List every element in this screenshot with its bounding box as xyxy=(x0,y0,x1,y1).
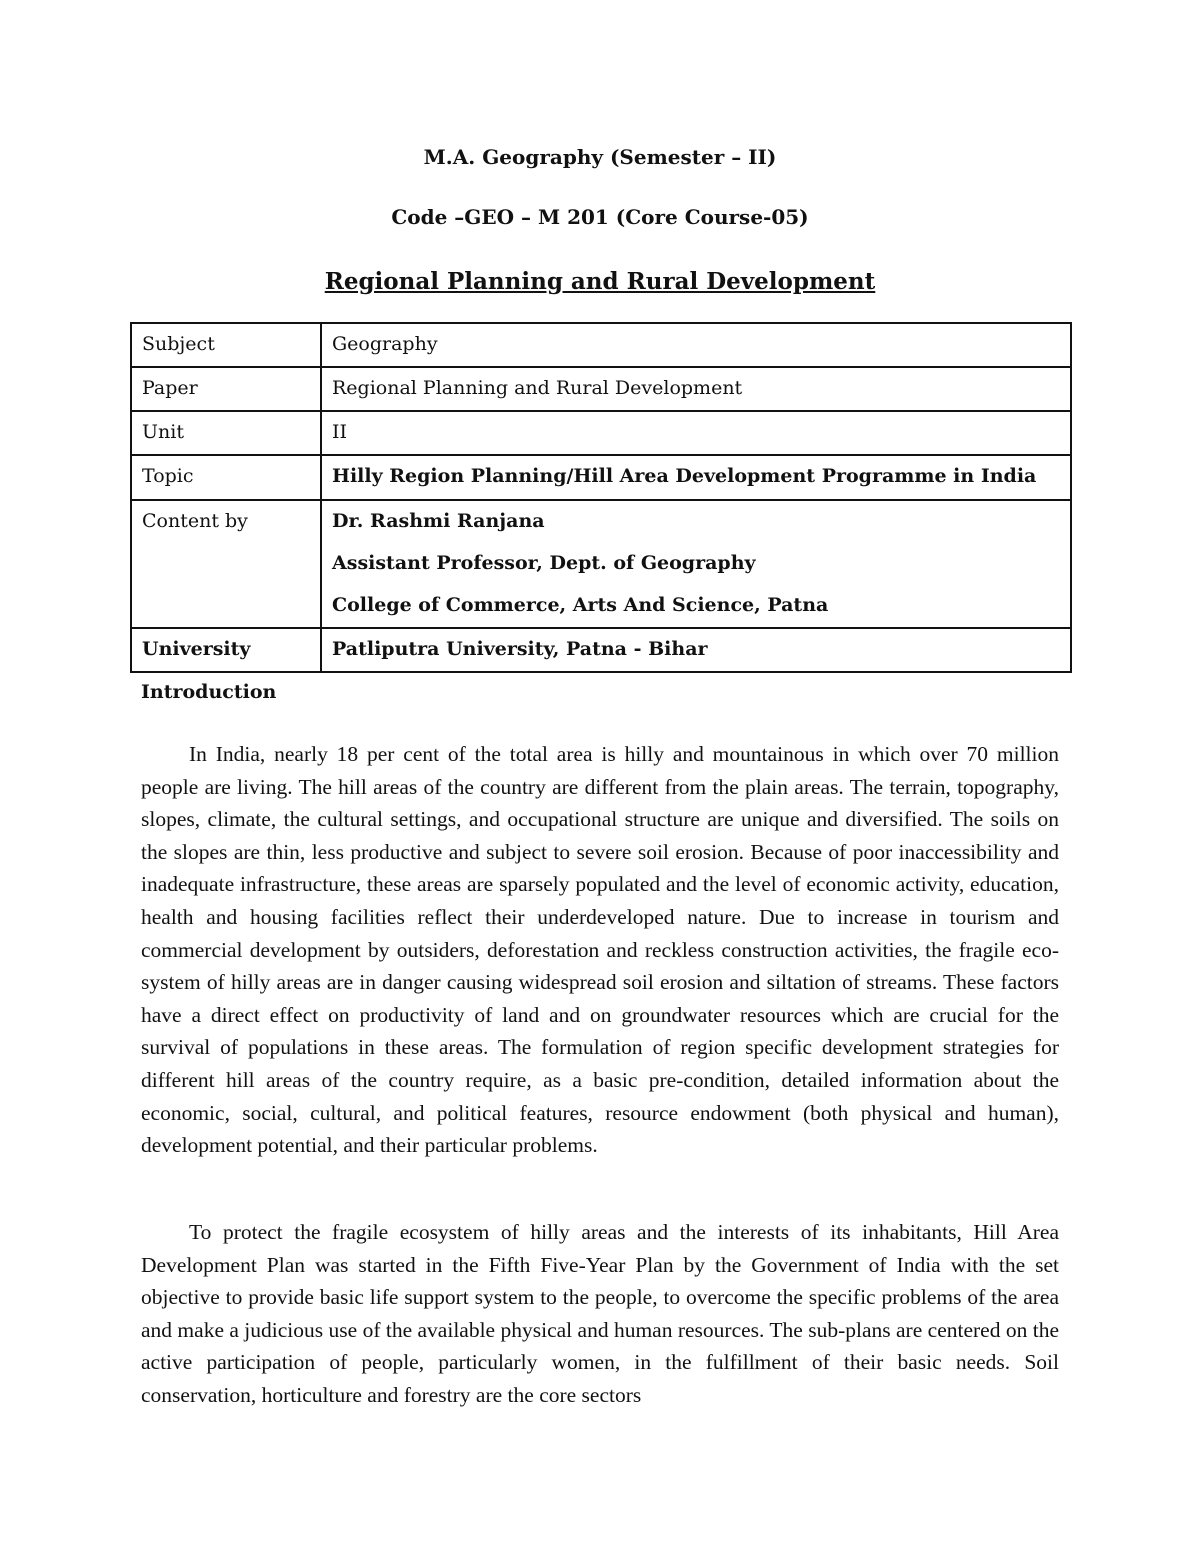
introduction-paragraph-2: To protect the fragile ecosystem of hilly areas and the interests of its inhabitants, Hill Area Development Plan was started in the Fifth Five-Year Plan by the Government of India with the set objective to provide basic life support system to the people, to overcome the specific problems of the area and make a judicious use of the available physical and human resources. The sub-plans are centered on the active participation of people, particularly women, in the fulfillment of their basic needs. Soil conservation, horticulture and forestry are the core sectors xyxy=(141,1220,1059,1407)
row-value-unit: II xyxy=(321,411,1071,455)
course-info-table xyxy=(130,322,1072,673)
table-row xyxy=(131,411,1071,455)
author-college: College of Commerce, Arts And Science, Patna xyxy=(332,594,829,616)
introduction-paragraph-1: In India, nearly 18 per cent of the total area is hilly and mountainous in which over 70 million people are living. The hill areas of the country are different from the plain areas. The terrain, topography, slopes, climate, the cultural settings, and occupational structure are unique and diversified. The soils on the slopes are thin, less productive and subject to severe soil erosion. Because of poor inaccessibility and inadequate infrastructure, these areas are sparsely populated and the level of economic activity, education, health and housing facilities reflect their underdeveloped nature. Due to increase in tourism and commercial development by outsiders, deforestation and reckless construction activities, the fragile eco-system of hilly areas are in danger causing widespread soil erosion and siltation of streams. These factors have a direct effect on productivity of land and on groundwater resources which are crucial for the survival of populations in these areas. The formulation of region specific development strategies for different hill areas of the country require, as a basic pre-condition, detailed information about the economic, social, cultural, and political features, resource endowment (both physical and human), development potential, and their particular problems. xyxy=(141,742,1059,1158)
row-label-university: University xyxy=(131,628,321,672)
row-value-paper: Regional Planning and Rural Development xyxy=(321,367,1071,411)
course-code-heading: Code –GEO – M 201 (Core Course-05) xyxy=(391,205,809,229)
row-label-paper: Paper xyxy=(131,367,321,411)
semester-heading: M.A. Geography (Semester – II) xyxy=(423,145,777,169)
row-value-subject: Geography xyxy=(321,323,1071,367)
row-label-unit: Unit xyxy=(131,411,321,455)
table-row xyxy=(131,455,1071,500)
document-title: Regional Planning and Rural Development xyxy=(324,268,876,295)
row-value-topic: Hilly Region Planning/Hill Area Development Programme in India xyxy=(321,455,1071,500)
row-label-topic: Topic xyxy=(131,455,321,500)
author-name: Dr. Rashmi Ranjana xyxy=(332,510,545,532)
author-designation: Assistant Professor, Dept. of Geography xyxy=(332,552,756,574)
table-row xyxy=(131,628,1071,672)
table-row xyxy=(131,500,1071,628)
row-label-subject: Subject xyxy=(131,323,321,367)
table-row xyxy=(131,367,1071,411)
row-value-content-by xyxy=(321,500,1071,628)
table-row xyxy=(131,323,1071,367)
introduction-heading: Introduction xyxy=(141,681,277,703)
row-label-content-by: Content by xyxy=(131,500,321,628)
row-value-university: Patliputra University, Patna - Bihar xyxy=(321,628,1071,672)
